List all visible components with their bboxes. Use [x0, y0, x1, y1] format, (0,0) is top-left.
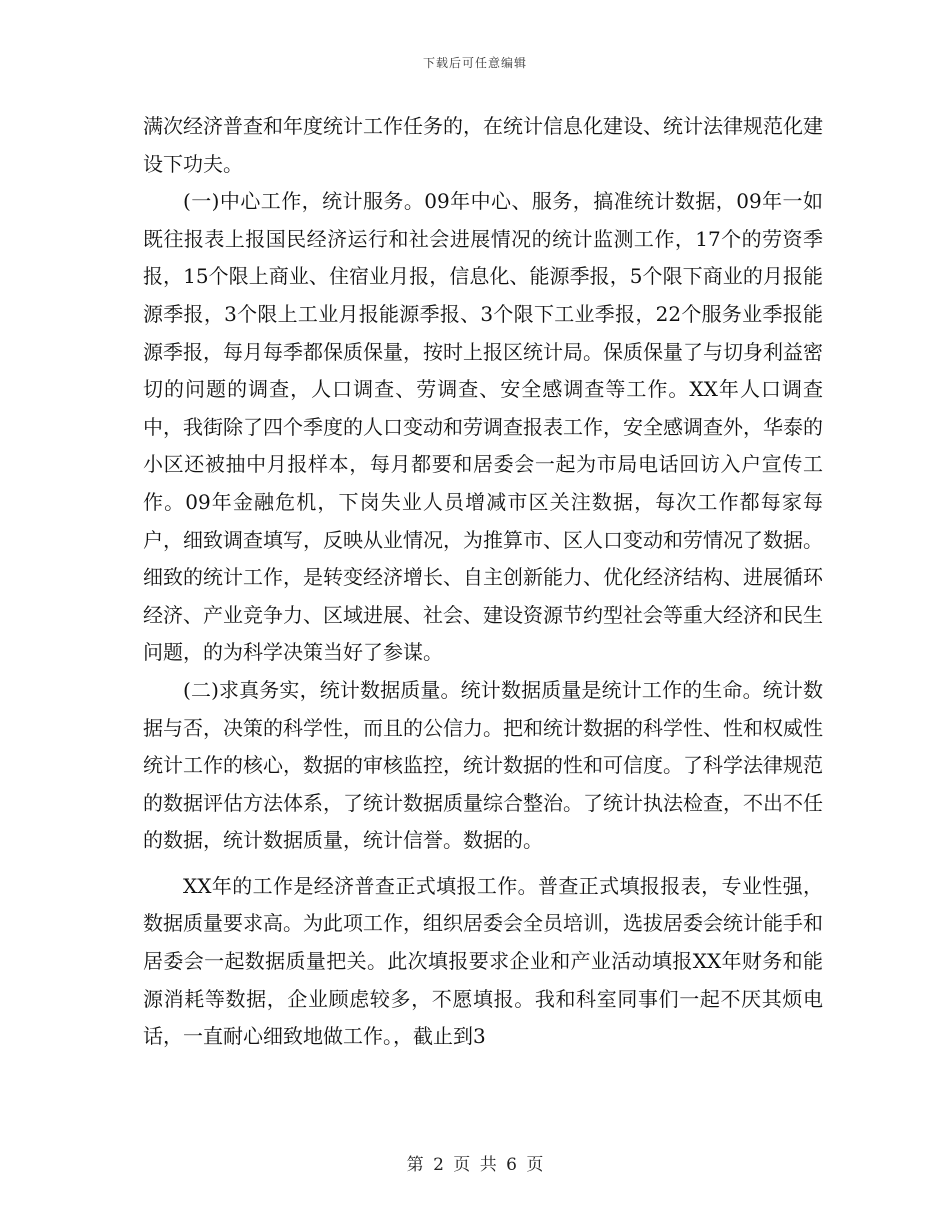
page-header: 下载后可任意编辑	[422, 56, 527, 70]
paragraph-central-work: (一)中心工作，统计服务。09年中心、服务，搞准统计数据，09年一如既往报表上报国民经济运行和社会进展情况的统计监测工作，17个的劳资季报，15个限上商业、住宿业月报，信息化、能源季报，5个限下商业的月报能源季报，3个限上工业月报能源季报、3个限下工业季报，22个服务业季报能源季报，每月每季都保质保量，按时上报区统计局。保质保量了与切身利益密切的问题的调查，人口调查、劳调查、安全感调查等工作。XX年人口调查中，我街除了四个季度的人口变动和劳调查报表工作，安全感调查外，华泰的小区还被抽中月报样本，每月都要和居委会一起为市局电话回访入户宣传工作。09年金融危机，下岗失业人员增减市区关注数据，每次工作都每家每户，细致调查填写，反映从业情况，为推算市、区人口变动和劳情况了数据。细致的统计工作，是转变经济增长、自主创新能力、优化经济结构、进展循环经济、产业竞争力、区域进展、社会、建设资源节约型社会等重大经济和民生问题，的为科学决策当好了参谋。	[143, 189, 823, 665]
document-body	[143, 108, 823, 1056]
paragraph-census-filing: XX年的工作是经济普查正式填报工作。普查正式填报报表，专业性强，数据质量要求高。为此项工作，组织居委会全员培训，选拔居委会统计能手和居委会一起数据质量把关。此次填报要求企业和产业活动填报XX年财务和能源消耗等数据，企业顾虑较多，不愿填报。我和科室同事们一起不厌其烦电话，一直耐心细致地做工作。，截止到3	[143, 873, 823, 1049]
page-number-footer: 第 2 页 共 6 页	[406, 1155, 544, 1175]
paragraph-continuation: 满次经济普查和年度统计工作任务的，在统计信息化建设、统计法律规范化建设下功夫。	[143, 114, 823, 176]
paragraph-data-quality: (二)求真务实，统计数据质量。统计数据质量是统计工作的生命。统计数据与否，决策的科学性，而且的公信力。把和统计数据的科学性、性和权威性统计工作的核心，数据的审核监控，统计数据的性和可信度。了科学法律规范的数据评估方法体系，了统计数据质量综合整治。了统计执法检查，不出不任的数据，统计数据质量，统计信誉。数据的。	[143, 677, 823, 853]
